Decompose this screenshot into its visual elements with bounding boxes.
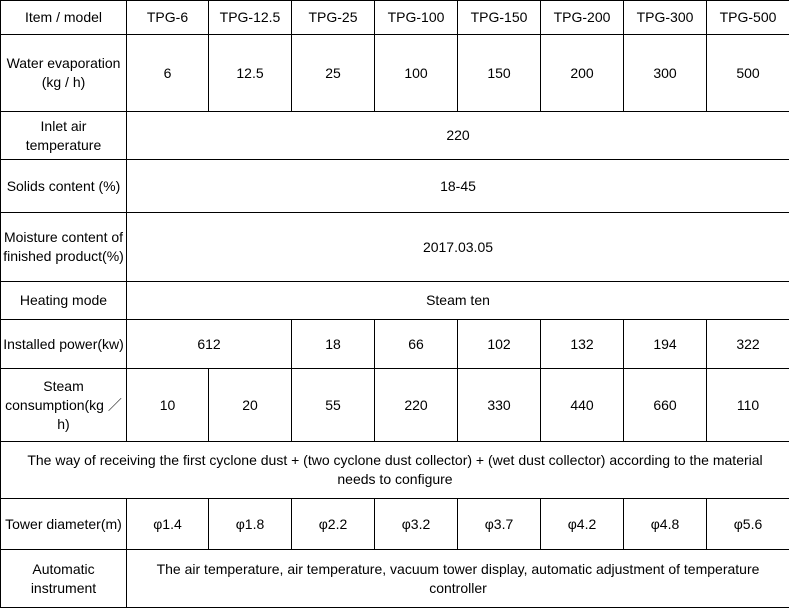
water-evaporation-row <box>1 35 789 112</box>
table-cell: 2017.03.05 <box>127 213 789 282</box>
table-cell: 194 <box>624 320 707 369</box>
row-label: Solids content (%) <box>1 160 127 213</box>
table-cell: 440 <box>541 369 624 442</box>
model-header: TPG-6 <box>127 1 209 35</box>
heating-mode-row <box>1 282 789 320</box>
table-cell: 110 <box>707 369 789 442</box>
table-cell: 612 <box>127 320 292 369</box>
steam-consumption-row <box>1 369 789 442</box>
table-cell: φ4.8 <box>624 499 707 550</box>
table-cell: 25 <box>292 35 375 112</box>
automatic-instrument-row <box>1 550 789 608</box>
table-cell: 150 <box>458 35 541 112</box>
row-label: Tower diameter(m) <box>1 499 127 550</box>
row-label: Water evaporation (kg / h) <box>1 35 127 112</box>
row-label: Steam consumption(kg ／h) <box>1 369 127 442</box>
table-cell: 102 <box>458 320 541 369</box>
table-cell: 660 <box>624 369 707 442</box>
table-cell: 18 <box>292 320 375 369</box>
table-cell: 500 <box>707 35 789 112</box>
model-header: TPG-200 <box>541 1 624 35</box>
table-cell: The air temperature, air temperature, vacuum tower display, automatic adjustment of temperature controller <box>127 550 789 608</box>
table-cell: 220 <box>127 112 789 160</box>
tower-diameter-row <box>1 499 789 550</box>
item-model-header: Item / model <box>1 1 127 35</box>
model-header: TPG-25 <box>292 1 375 35</box>
table-cell: φ3.2 <box>375 499 458 550</box>
table-cell: 300 <box>624 35 707 112</box>
table-cell: φ1.4 <box>127 499 209 550</box>
table-cell: φ1.8 <box>209 499 292 550</box>
collection-note: The way of receiving the first cyclone dust + (two cyclone dust collector) + (wet dust collector) according to the material needs to configure <box>1 442 789 499</box>
table-cell: φ5.6 <box>707 499 789 550</box>
table-cell: 20 <box>209 369 292 442</box>
model-header: TPG-300 <box>624 1 707 35</box>
table-cell: 220 <box>375 369 458 442</box>
table-cell: 200 <box>541 35 624 112</box>
table-cell: 55 <box>292 369 375 442</box>
table-cell: 12.5 <box>209 35 292 112</box>
model-header: TPG-150 <box>458 1 541 35</box>
table-cell: 100 <box>375 35 458 112</box>
row-label: Heating mode <box>1 282 127 320</box>
inlet-air-temperature-row <box>1 112 789 160</box>
table-cell: 330 <box>458 369 541 442</box>
table-cell: φ3.7 <box>458 499 541 550</box>
model-header: TPG-500 <box>707 1 789 35</box>
table-cell: 66 <box>375 320 458 369</box>
table-cell: φ2.2 <box>292 499 375 550</box>
table-cell: 322 <box>707 320 789 369</box>
table-cell: 6 <box>127 35 209 112</box>
row-label: Installed power(kw) <box>1 320 127 369</box>
header-row <box>1 1 789 35</box>
table-cell: 132 <box>541 320 624 369</box>
installed-power-row <box>1 320 789 369</box>
table-cell: 18-45 <box>127 160 789 213</box>
model-header: TPG-12.5 <box>209 1 292 35</box>
model-header: TPG-100 <box>375 1 458 35</box>
row-label: Moisture content of finished product(%) <box>1 213 127 282</box>
moisture-content-row <box>1 213 789 282</box>
table-cell: Steam ten <box>127 282 789 320</box>
collection-note-row <box>1 442 789 499</box>
table-cell: 10 <box>127 369 209 442</box>
row-label: Inlet air temperature <box>1 112 127 160</box>
row-label: Automatic instrument <box>1 550 127 608</box>
solids-content-row <box>1 160 789 213</box>
table-cell: φ4.2 <box>541 499 624 550</box>
